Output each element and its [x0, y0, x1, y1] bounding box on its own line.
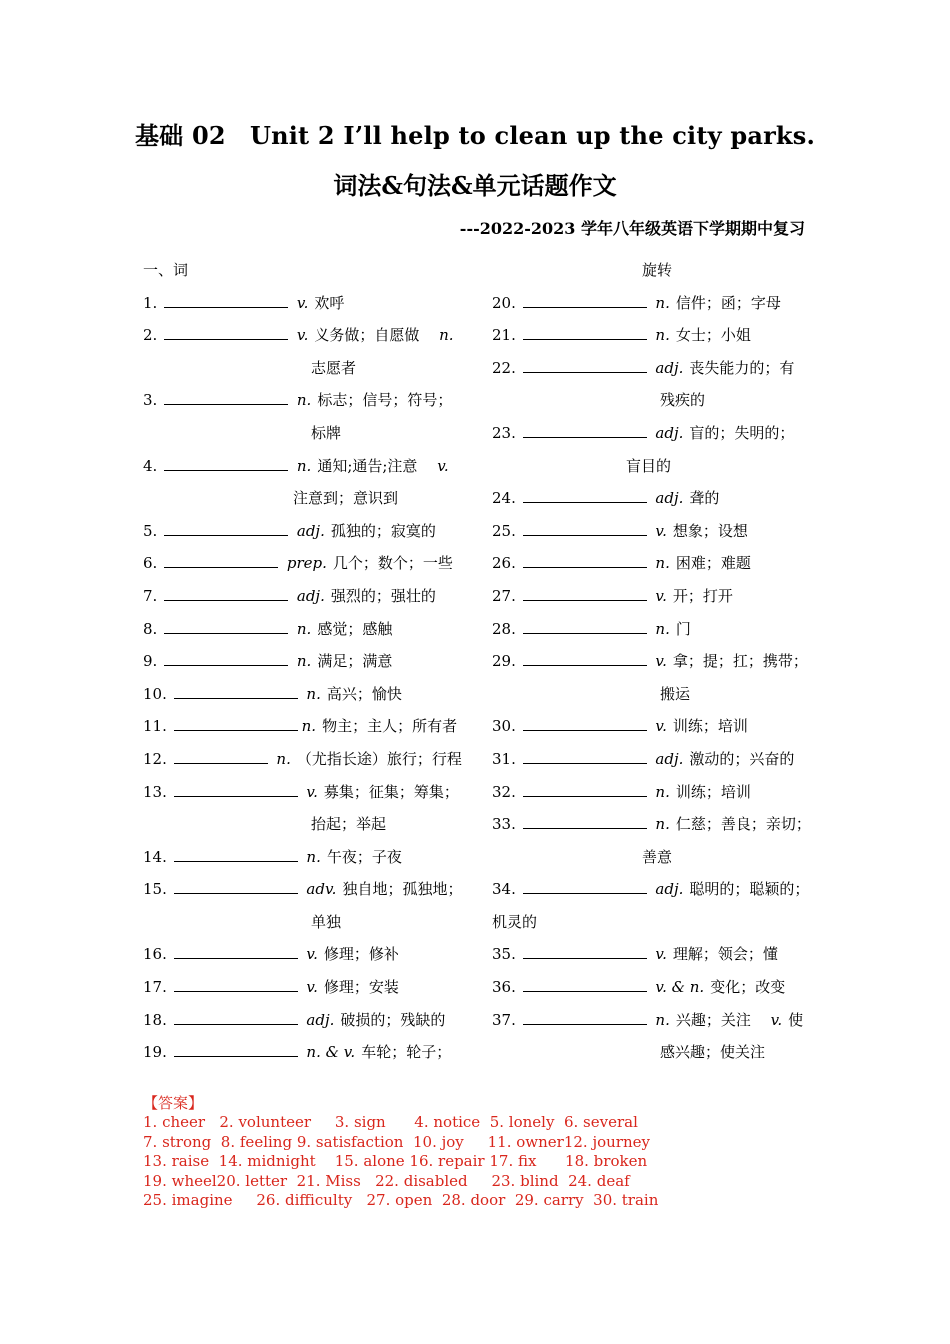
vocab-item: 21. n. 女士；小姐 [492, 326, 751, 345]
vocab-item: 30. v. 训练；培训 [492, 717, 748, 736]
vocab-item: 20. n. 信件；函；字母 [492, 293, 781, 312]
vocab-item-continuation: 抬起；举起 [311, 815, 387, 834]
vocab-item: 23. adj. 盲的；失明的； [492, 423, 795, 442]
answer-line: 25. imagine 26. difficulty 27. open 28. door 29. carry 30. train [143, 1191, 659, 1210]
vocab-item-continuation: 注意到；意识到 [293, 489, 399, 508]
vocab-item-continuation: 标牌 [311, 423, 342, 442]
answer-line: 7. strong 8. feeling 9. satisfaction 10. joy 11. owner12. journey [143, 1132, 650, 1151]
vocab-item: 16. v. 修理；修补 [143, 945, 399, 964]
answer-blank[interactable] [523, 1010, 647, 1025]
answer-blank[interactable] [523, 749, 647, 764]
answer-blank[interactable] [523, 716, 647, 731]
vocab-item: 13. v. 募集；征集；筹集； [143, 782, 459, 801]
vocab-item-continuation: 搬运 [660, 684, 691, 703]
answer-blank[interactable] [174, 749, 268, 764]
vocab-item: 36. v. & n. 变化；改变 [492, 978, 786, 997]
vocab-item: 33. n. 仁慈；善良；亲切； [492, 815, 811, 834]
section-heading: 一、词 [143, 261, 189, 279]
vocab-item: 27. v. 开；打开 [492, 586, 733, 605]
answer-blank[interactable] [523, 619, 647, 634]
answer-line: 13. raise 14. midnight 15. alone 16. repair 17. fix 18. broken [143, 1152, 648, 1171]
answer-blank[interactable] [174, 977, 298, 992]
vocab-item: 28. n. 门 [492, 619, 691, 638]
vocab-item: 35. v. 理解；领会；懂 [492, 945, 778, 964]
vocab-item: 2. v. 义务做；自愿做 n. [143, 326, 454, 345]
vocab-item: 15. adv. 独自地；孤独地； [143, 880, 463, 899]
answer-blank[interactable] [523, 814, 647, 829]
vocab-item: 10. n. 高兴；愉快 [143, 684, 402, 703]
vocab-item-continuation: 旋转 [642, 261, 673, 279]
answer-blank[interactable] [523, 488, 647, 503]
answer-line: 19. wheel20. letter 21. Miss 22. disabled 23. blind 24. deaf [143, 1171, 630, 1190]
answer-blank[interactable] [164, 293, 288, 308]
vocab-item: 4. n. 通知;通告;注意 v. [143, 456, 449, 475]
answer-blank[interactable] [174, 1042, 298, 1057]
answer-blank[interactable] [523, 358, 647, 373]
answer-blank[interactable] [174, 782, 298, 797]
answer-blank[interactable] [164, 456, 288, 471]
vocab-item: 6. prep. 几个；数个；一些 [143, 554, 453, 573]
vocab-item-continuation: 盲目的 [626, 456, 672, 475]
vocab-item: 24. adj. 聋的 [492, 489, 720, 508]
vocab-item: 17. v. 修理；安装 [143, 978, 399, 997]
vocab-item: 12. n. （尤指长途）旅行；行程 [143, 749, 462, 768]
answer-blank[interactable] [174, 1010, 298, 1025]
answer-blank[interactable] [164, 586, 288, 601]
answer-blank[interactable] [523, 423, 647, 438]
answer-blank[interactable] [164, 619, 288, 634]
vocab-item: 31. adj. 激动的；兴奋的 [492, 749, 795, 768]
answer-blank[interactable] [174, 847, 298, 862]
answer-blank[interactable] [174, 684, 298, 699]
vocab-item: 11. n. 物主；主人；所有者 [143, 717, 458, 736]
vocab-item: 26. n. 困难；难题 [492, 554, 751, 573]
answer-blank[interactable] [523, 293, 647, 308]
vocab-item: 8. n. 感觉；感触 [143, 619, 393, 638]
answer-key [143, 1094, 843, 1210]
answer-blank[interactable] [174, 944, 298, 959]
answer-blank[interactable] [164, 325, 288, 340]
answer-key-label: 【答案】 [143, 1094, 204, 1112]
answer-blank[interactable] [164, 390, 288, 405]
vocab-item: 34. adj. 聪明的；聪颖的； [492, 880, 810, 899]
answer-blank[interactable] [523, 521, 647, 536]
vocab-item-continuation: 机灵的 [492, 912, 538, 931]
vocab-item: 19. n. & v. 车轮；轮子； [143, 1043, 452, 1062]
vocab-item-continuation: 单独 [311, 912, 342, 931]
answer-blank[interactable] [523, 977, 647, 992]
answer-blank[interactable] [523, 782, 647, 797]
answer-blank[interactable] [164, 521, 288, 536]
vocab-item-continuation: 感兴趣；使关注 [660, 1043, 766, 1062]
answer-blank[interactable] [523, 944, 647, 959]
vocab-item: 7. adj. 强烈的；强壮的 [143, 586, 436, 605]
answer-line: 1. cheer 2. volunteer 3. sign 4. notice 5. lonely 6. several [143, 1113, 638, 1132]
vocab-item-continuation: 残疾的 [660, 391, 706, 410]
answer-blank[interactable] [523, 879, 647, 894]
answer-blank[interactable] [523, 586, 647, 601]
answer-blank[interactable] [164, 553, 278, 568]
vocab-column-right [492, 254, 822, 1069]
answer-blank[interactable] [174, 716, 298, 731]
vocab-item: 37. n. 兴趣；关注 v. 使 [492, 1010, 804, 1029]
answer-blank[interactable] [164, 651, 288, 666]
vocab-column-left [143, 254, 473, 1069]
document-title: 基础 02 Unit 2 I’ll help to clean up the city parks. [134, 121, 816, 150]
vocab-item: 3. n. 标志；信号；符号； [143, 391, 453, 410]
vocab-item: 32. n. 训练；培训 [492, 782, 751, 801]
answer-blank[interactable] [523, 651, 647, 666]
vocab-item: 29. v. 拿；提；扛；携带； [492, 652, 808, 671]
answer-blank[interactable] [523, 553, 647, 568]
vocab-item: 25. v. 想象；设想 [492, 521, 748, 540]
vocab-item: 22. adj. 丧失能力的；有 [492, 358, 795, 377]
vocab-item: 5. adj. 孤独的；寂寞的 [143, 521, 436, 540]
answer-blank[interactable] [523, 325, 647, 340]
exam-note: ---2022-2023 学年八年级英语下学期期中复习 [459, 219, 805, 238]
vocab-item-continuation: 志愿者 [311, 358, 357, 377]
vocab-item: 9. n. 满足；满意 [143, 652, 393, 671]
vocab-item: 1. v. 欢呼 [143, 293, 345, 312]
vocab-item-continuation: 善意 [642, 847, 673, 866]
document-subtitle: 词法&句法&单元话题作文 [333, 171, 617, 200]
vocab-item: 18. adj. 破损的；残缺的 [143, 1010, 446, 1029]
vocab-item: 14. n. 午夜；子夜 [143, 847, 402, 866]
answer-blank[interactable] [174, 879, 298, 894]
